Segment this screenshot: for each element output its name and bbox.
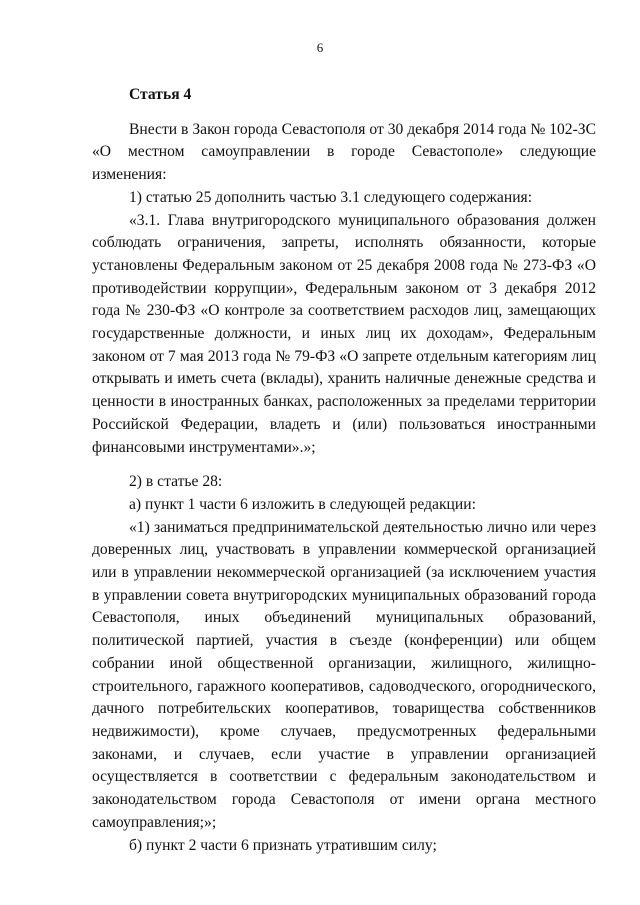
article-title: Статья 4 <box>129 86 192 103</box>
paragraph-amendment-intro: Внести в Закон города Севастополя от 30 декабря 2014 года № 102-ЗС «О местном самоуправлении в городе Севастополе» следующие изменения: <box>92 120 596 184</box>
paragraph-item-1: 1) статью 25 дополнить частью 3.1 следующего содержания: <box>129 188 533 206</box>
paragraph-item-2: 2) в статье 28: <box>129 473 223 491</box>
paragraph-subitem-b: б) пункт 2 части 6 признать утратившим силу; <box>129 836 437 854</box>
paragraph-point-1-text: «1) заниматься предпринимательской деятельностью лично или через доверенных лиц, участвовать в управлении коммерческой организацией или в управлении некоммерческой организацией (за исключением участия в управлении совета внутригородских муниципальных образований города Севастополя, иных объединений муниципальных образований, политической партией, участия в съезде (конференции) или общем собрании иной общественной организации, жилищного, жилищно-строительного, гаражного кооперативов, садоводческого, огороднического, дачного потребительских кооперативов, товарищества собственников недвижимости), кроме случаев, предусмотренных федеральными законами, и случаев, если участие в управлении организацией осуществляется в соответствии с федеральным законодательством и законодательством города Севастополя от имени органа местного самоуправления;»; <box>92 518 596 831</box>
page-number: 6 <box>316 40 324 55</box>
paragraph-part-3-1: «3.1. Глава внутригородского муниципального образования должен соблюдать ограничения, запреты, исполнять обязанности, которые установлены Федеральным законом от 25 декабря 2008 года № 273-ФЗ «О противодействии коррупции», Федеральным законом от 3 декабря 2012 года № 230-ФЗ «О контроле за соответствием расходов лиц, замещающих государственные должности, и иных лиц их доходам», Федеральным законом от 7 мая 2013 года № 79-ФЗ «О запрете отдельным категориям лиц открывать и иметь счета (вклады), хранить наличные денежные средства и ценности в иностранных банках, расположенных за пределами территории Российской Федерации, владеть и (или) пользоваться иностранными финансовыми инструментами».»; <box>92 211 596 456</box>
document-body <box>92 84 596 857</box>
paragraph-subitem-a: а) пункт 1 части 6 изложить в следующей редакции: <box>129 495 476 513</box>
